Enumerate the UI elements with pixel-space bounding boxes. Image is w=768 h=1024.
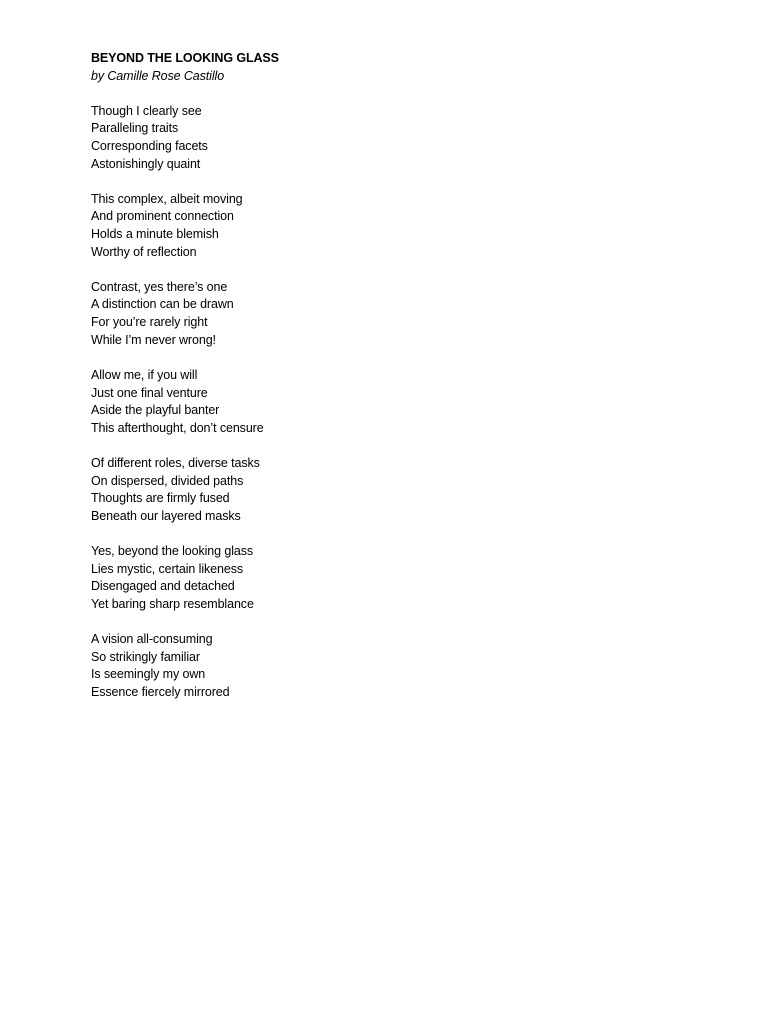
stanza-gap <box>91 261 691 278</box>
poem-line: Just one final venture <box>91 385 208 400</box>
poem-line: Worthy of reflection <box>91 244 197 259</box>
poem-line: Thoughts are firmly fused <box>91 491 230 506</box>
stanza-gap <box>91 85 691 102</box>
poem-line: And prominent connection <box>91 209 234 224</box>
poem-line: Essence fiercely mirrored <box>91 685 230 700</box>
stanza-gap <box>91 173 691 190</box>
poem-line: Of different roles, diverse tasks <box>91 455 260 470</box>
stanza-7 <box>91 631 691 702</box>
poem-line: Allow me, if you will <box>91 367 198 382</box>
poem-line: This complex, albeit moving <box>91 191 243 206</box>
poem-line: Yes, beyond the looking glass <box>91 543 254 558</box>
poem-line: Beneath our layered masks <box>91 508 241 523</box>
poem-line: For you’re rarely right <box>91 315 208 330</box>
stanza-5 <box>91 455 691 526</box>
poem-line: While I’m never wrong! <box>91 332 216 347</box>
poem-line: A vision all-consuming <box>91 631 213 646</box>
poem-line: This afterthought, don’t censure <box>91 420 264 435</box>
poem-line: Aside the playful banter <box>91 403 220 418</box>
poem <box>91 50 691 702</box>
poem-line: Is seemingly my own <box>91 667 206 682</box>
poem-line: Astonishingly quaint <box>91 156 201 171</box>
stanza-2 <box>91 191 691 262</box>
stanza-gap <box>91 526 691 543</box>
stanza-gap <box>91 350 691 367</box>
poem-line: Lies mystic, certain likeness <box>91 561 244 576</box>
stanza-6 <box>91 543 691 614</box>
poem-author: by Camille Rose Castillo <box>91 68 225 83</box>
poem-line: A distinction can be drawn <box>91 297 234 312</box>
poem-line: Corresponding facets <box>91 139 208 154</box>
poem-line: So strikingly familiar <box>91 649 200 664</box>
stanza-gap <box>91 614 691 631</box>
stanza-4 <box>91 367 691 438</box>
poem-line: On dispersed, divided paths <box>91 473 244 488</box>
poem-line: Paralleling traits <box>91 121 179 136</box>
stanza-gap <box>91 438 691 455</box>
poem-line: Though I clearly see <box>91 103 202 118</box>
poem-line: Disengaged and detached <box>91 579 235 594</box>
poem-line: Yet baring sharp resemblance <box>91 596 254 611</box>
poem-title: BEYOND THE LOOKING GLASS <box>91 51 279 65</box>
poem-line: Holds a minute blemish <box>91 227 219 242</box>
poem-line: Contrast, yes there’s one <box>91 279 228 294</box>
stanza-1 <box>91 103 691 174</box>
stanza-3 <box>91 279 691 350</box>
